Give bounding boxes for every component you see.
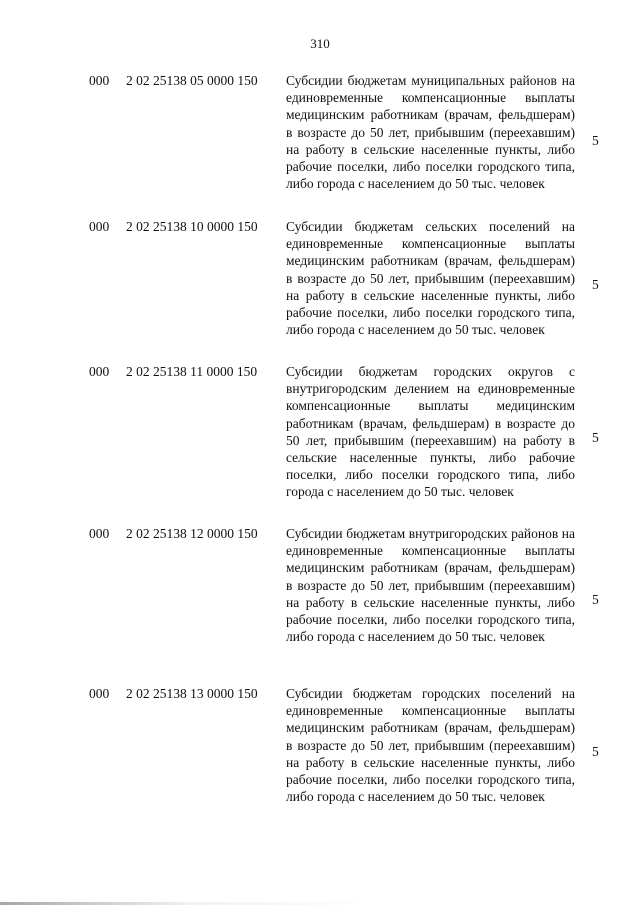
- amount-value: 5: [592, 277, 599, 292]
- admin-code: 000: [89, 364, 110, 379]
- income-name: Субсидии бюджетам городских поселений на единовременные компенсационные выплаты медицинским работникам (врачам, фельдшерам) в возрасте до 50 лет, прибывшим (переехавшим) на работу в сельские населенные пункты, либо рабочие поселки, либо поселки городского типа, либо города с населением до 50 тыс. человек: [286, 686, 575, 805]
- income-name: Субсидии бюджетам сельских поселений на единовременные компенсационные выплаты медицинским работникам (врачам, фельдшерам) в возрасте до 50 лет, прибывшим (переехавшим) на работу в сельские населенные пункты, либо рабочие поселки, либо поселки городского типа, либо города с населением до 50 тыс. человек: [286, 219, 575, 338]
- budget-classification-code: 2 02 25138 11 0000 150: [126, 364, 258, 379]
- income-name: Субсидии бюджетам муниципальных районов на единовременные компенсационные выплаты медицинским работникам (врачам, фельдшерам) в возрасте до 50 лет, прибывшим (переехавшим) на работу в сельские населенные пункты, либо рабочие поселки, либо поселки городского типа, либо города с населением до 50 тыс. человек: [286, 73, 575, 192]
- amount-value: 5: [592, 592, 599, 607]
- amount-value: 5: [592, 430, 599, 445]
- amount-value: 5: [592, 744, 599, 759]
- admin-code: 000: [89, 219, 110, 234]
- amount-value: 5: [592, 133, 599, 148]
- admin-code: 000: [89, 686, 110, 701]
- page-number: 310: [310, 36, 330, 51]
- budget-classification-code: 2 02 25138 12 0000 150: [126, 526, 258, 541]
- admin-code: 000: [89, 73, 110, 88]
- budget-classification-code: 2 02 25138 13 0000 150: [126, 686, 258, 701]
- admin-code: 000: [89, 526, 110, 541]
- income-name: Субсидии бюджетам внутригородских районов на единовременные компенсационные выплаты медицинским работникам (врачам, фельдшерам) в возрасте до 50 лет, прибывшим (переехавшим) на работу в сельские населенные пункты, либо рабочие поселки, либо поселки городского типа, либо города с населением до 50 тыс. человек: [286, 526, 575, 645]
- budget-classification-code: 2 02 25138 10 0000 150: [126, 219, 258, 234]
- budget-classification-code: 2 02 25138 05 0000 150: [126, 73, 258, 88]
- income-name: Субсидии бюджетам городских округов с внутригородским делением на единовременные компенсационные выплаты медицинским работникам (врачам, фельдшерам) в возрасте до 50 лет, прибывшим (переехавшим) на работу в сельские населенные пункты, либо рабочие поселки, либо поселки городского типа, либо города с населением до 50 тыс. человек: [286, 364, 575, 500]
